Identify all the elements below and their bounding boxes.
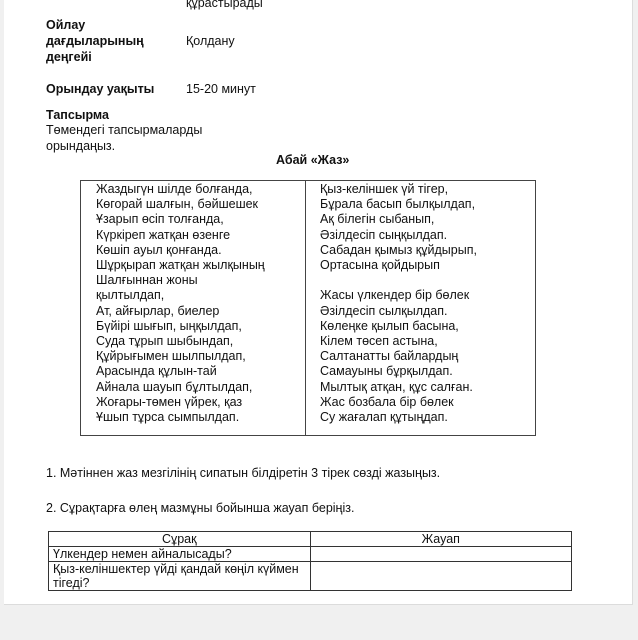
poem-line: Ұзарып өсіп толғанда,	[96, 212, 224, 227]
poem-right-column	[320, 182, 535, 425]
poem-line: Шұрқырап жатқан жылқының	[96, 258, 265, 273]
poem-line: Бүйірі шығып, ыңқылдап,	[96, 318, 242, 333]
document-page	[4, 0, 633, 605]
poem-line: Шалғыннан жоны	[96, 273, 198, 288]
question-2: 2. Сұрақтарға өлең мазмұны бойынша жауап беріңіз.	[46, 501, 355, 515]
thinking-level-value: Қолдану	[186, 34, 235, 48]
poem-line: Айнала шауып бұлтылдап,	[96, 379, 253, 394]
poem-table	[80, 180, 536, 436]
poem-line: Күркіреп жатқан өзенге	[96, 227, 231, 242]
poem-line: Әзілдесіп сыңқылдап.	[320, 227, 448, 242]
task-label: Тапсырма	[46, 108, 109, 122]
question-1: 1. Мәтіннен жаз мезгілінің сипатын білдіретін 3 тірек сөзді жазыңыз.	[46, 466, 441, 480]
poem-line: Мылтық атқан, құс салған.	[320, 379, 473, 394]
poem-line: Арасында құлын-тай	[96, 364, 217, 379]
poem-line: Сабадан қымыз құйдырып,	[320, 242, 477, 257]
poem-line: Қыз-келіншек үй тігер,	[320, 182, 449, 196]
poem-line: қылтылдап,	[96, 288, 165, 303]
poem-line: Суда тұрып шыбындап,	[96, 334, 234, 349]
thinking-level-label: Ойлау дағдыларының деңгейі	[46, 18, 144, 64]
poem-line: Кілем төсеп астына,	[320, 334, 438, 349]
poem-line: Ат, айғырлар, биелер	[96, 303, 220, 318]
answer-cell[interactable]	[310, 562, 571, 591]
poem-line: Жоғары-төмен үйрек, қаз	[96, 394, 243, 409]
poem-column-divider	[305, 181, 306, 435]
answer-table	[48, 531, 572, 591]
poem-line: Ортасына қойдырып	[320, 258, 440, 273]
question-cell: Үлкендер немен айналысады?	[49, 547, 311, 562]
time-value: 15-20 минут	[186, 82, 256, 96]
poem-title: Абай «Жаз»	[276, 153, 350, 167]
poem-line: Салтанатты байлардың	[320, 349, 459, 364]
question-cell: Қыз-келіншектер үйді қандай көңіл күймен тігеді?	[49, 562, 311, 591]
task-text: Төмендегі тапсырмаларды орындаңыз.	[46, 123, 203, 153]
poem-line: Ақ білегін сыбанып,	[320, 212, 435, 227]
poem-line: Құйрығымен шылпылдап,	[96, 349, 246, 364]
poem-line: Жас бозбала бір бөлек	[320, 394, 454, 409]
poem-line: Әзілдесіп сылқылдап.	[320, 303, 448, 318]
answer-table-header	[49, 532, 572, 547]
answer-cell[interactable]	[310, 547, 571, 562]
poem-line: Су жағалап құтыңдап.	[320, 410, 448, 425]
poem-line: Көгорай шалғын, бәйшешек	[96, 197, 259, 212]
table-row	[49, 547, 572, 562]
poem-line: Бұрала басып былқылдап,	[320, 197, 476, 212]
poem-line: Көлеңке қылып басына,	[320, 318, 459, 333]
table-row	[49, 562, 572, 591]
header-answer: Жауап	[310, 532, 571, 547]
clipped-top-text: құрастырады	[186, 0, 263, 10]
poem-line: Көшіп ауыл қонғанда.	[96, 242, 222, 257]
poem-line: Самауыны бұрқылдап.	[320, 364, 453, 379]
poem-line: Ұшып тұрса сымпылдап.	[96, 410, 240, 425]
poem-line: Жаздыгүн шілде болғанда,	[96, 182, 253, 196]
time-label: Орындау уақыты	[46, 82, 155, 96]
poem-left-column	[96, 182, 301, 425]
poem-line: Жасы үлкендер бір бөлек	[320, 288, 470, 303]
header-question: Сұрақ	[49, 532, 311, 547]
